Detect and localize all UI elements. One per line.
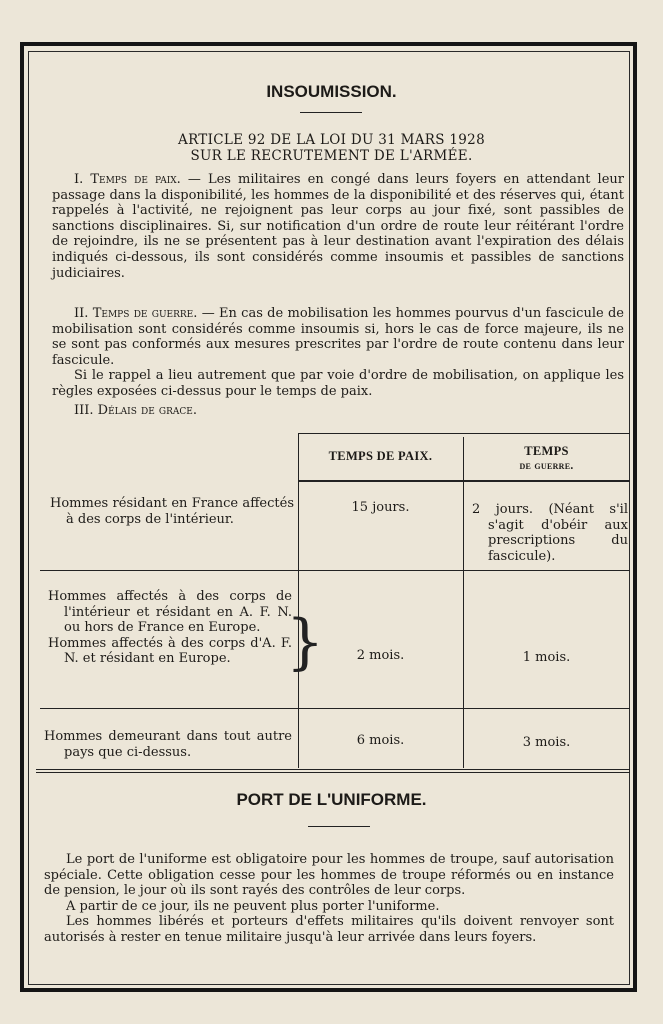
section-war-heading: II. Temps de guerre. (74, 306, 198, 321)
table-row-3-label (44, 729, 292, 760)
row-3-label-text: Hommes demeurant dans tout autre pays que ci-dessus. (44, 729, 292, 760)
uniforme-para-3: Les hommes libérés et porteurs d'effets militaires qu'ils doivent renvoyer sont autorisés à rester en tenue militaire jusqu'à leur arrivée dans leurs foyers. (44, 914, 614, 945)
row-2-brace: } (286, 607, 325, 677)
table-row-3-peace: 6 mois. (356, 733, 405, 748)
section-peace-text: — Les militaires en congé dans leurs foyers en attendant leur passage dans la disponibilité, les hommes de la disponibilité et des réserves qui, étant rappelés à l'activité, ne rejoignent pas leur corps au jour fixé, sont passibles de sanctions disciplinaires. Si, sur notification d'un ordre de route leur réitérant l'ordre de rejoindre, ils ne se présentent pas à leur destination avant l'expiration des délais indiqués ci-dessous, ils sont considérés comme insoumis et passibles de sanctions judiciaires. (52, 172, 624, 281)
title-rule (300, 112, 362, 113)
table-row-3-war: 3 mois. (522, 735, 571, 750)
table-row-2-peace: 2 mois. (356, 648, 405, 663)
uniforme-rule (308, 826, 370, 827)
header-war-2: de guerre. (519, 460, 574, 472)
row-2-label-a: Hommes affectés à des corps de l'intérieur et résidant en A. F. N. ou hors de France en Europe. (48, 589, 292, 635)
article-subtitle-2: SUR LE RECRUTEMENT DE L'ARMÉE. (190, 148, 473, 164)
table-row-1-war (472, 502, 628, 564)
uniforme-para-1: Le port de l'uniforme est obligatoire pour les hommes de troupe, sauf autorisation spéciale. Cette obligation cesse pour les hommes de troupe réformés ou en instance de pension, le jour où ils sont rayés des contrôles de leur corps. (44, 852, 614, 899)
header-war-1: TEMPS (524, 444, 569, 458)
section-war-text-2: Si le rappel a lieu autrement que par voie d'ordre de mobilisation, on applique les règles exposées ci-dessus pour le temps de paix. (52, 368, 624, 399)
uniforme-text (44, 852, 614, 946)
uniforme-title: PORT DE L'UNIFORME. (236, 790, 427, 809)
header-peace: TEMPS DE PAIX. (328, 449, 433, 463)
section-war-text: — En cas de mobilisation les hommes pourvus d'un fascicule de mobilisation sont considérés comme insoumis si, hors le cas de force majeure, ils ne se sont pas conformés aux mesures prescrites par l'ordre de route contenu dans leur fascicule. (52, 306, 624, 368)
row-1-war-text: 2 jours. (Néant s'il s'agit d'obéir aux prescriptions du fascicule). (472, 502, 628, 564)
section-delays-heading: III. Délais de grace. (74, 403, 197, 418)
row-2-label-b: Hommes affectés à des corps d'A. F. N. et résidant en Europe. (48, 635, 292, 666)
table-row-line-1 (40, 570, 630, 571)
table-header-line (298, 480, 630, 482)
section-delays (52, 403, 624, 419)
table-bottom-line (36, 769, 630, 770)
table-row-1-peace: 15 jours. (351, 500, 410, 515)
table-mid-line (463, 437, 464, 768)
table-row-1-label (50, 496, 294, 527)
section-peace-heading: I. Temps de paix. (74, 172, 181, 187)
insoumission-title: INSOUMISSION. (266, 82, 397, 101)
table-row-line-2 (40, 708, 630, 709)
table-top-line (298, 433, 630, 434)
table-left-line (298, 433, 299, 768)
table-row-2-war: 1 mois. (522, 650, 571, 665)
table-bottom-line-2 (36, 772, 630, 773)
uniforme-para-2: A partir de ce jour, ils ne peuvent plus porter l'uniforme. (66, 898, 440, 914)
section-war (52, 306, 624, 400)
article-subtitle-1: ARTICLE 92 DE LA LOI DU 31 MARS 1928 (178, 132, 485, 148)
table-row-2-label (48, 589, 292, 667)
row-1-label-text: Hommes résidant en France affectés à des corps de l'intérieur. (50, 496, 294, 527)
section-peace (52, 172, 624, 281)
